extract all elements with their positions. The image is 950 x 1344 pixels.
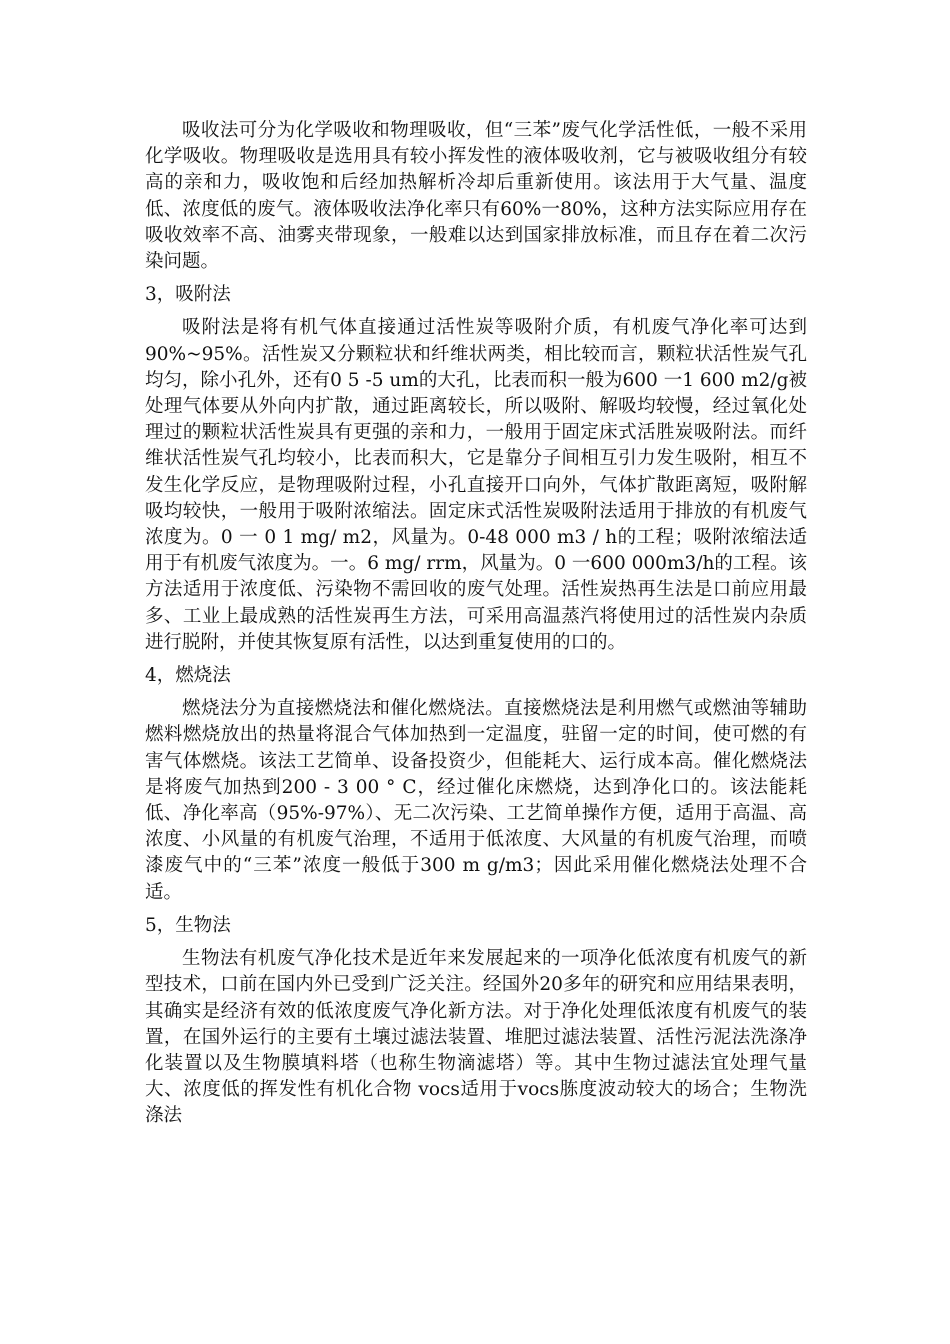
section-heading-biological: 5，生物法 <box>145 914 231 936</box>
section-heading-adsorption: 3，吸附法 <box>145 284 231 306</box>
paragraph-adsorption: 吸附法是将有机气体直接通过活性炭等吸附介质，有机废气净化率可达到90%~95%。活性炭又分颗粒状和纤维状两类，相比较而言，颗粒状活性炭气孔均匀，除小孔外，还有0 5 -5 um的大孔，比表而积一般为600 一1 600 m2/g被处理气体要从外向内扩散，通过距离较长，所以吸附、解吸均较慢，经过氧化处理过的颗粒状活性炭具有更强的亲和力，一般用于固定床式活胜炭吸附法。而纤维状活性炭气孔均较小，比表而积大，它是靠分子间相互引力发生吸附，相互不发生化学反应，是物理吸附过程，小孔直接开口向外，气体扩散距离短，吸附解吸均较快，一般用于吸附浓缩法。固定床式活性炭吸附法适用于排放的有机废气浓度为。0 一 0 1 mg/ m2，风量为。0-48 000 m3 / h的工程；吸附浓缩法适用于有机废气浓度为。一。6 mg/ rrm，风量为。0 一600 000m3/h的工程。该方法适用于浓度低、污染物不需回收的废气处理。活性炭热再生法是口前应用最多、工业上最成熟的活性炭再生方法，可采用高温蒸汽将使用过的活性炭内杂质进行脱附，并使其恢复原有活性，以达到重复使用的口的。 <box>145 317 807 653</box>
section-heading-combustion: 4，燃烧法 <box>145 665 231 687</box>
document-body <box>145 118 807 1130</box>
paragraph-combustion: 燃烧法分为直接燃烧法和催化燃烧法。直接燃烧法是利用燃气或燃油等辅助燃料燃烧放出的热量将混合气体加热到一定温度，驻留一定的时间，使可燃的有害气体燃烧。该法工艺简单、设备投资少，但能耗大、运行成本高。催化燃烧法是将废气加热到200 - 3 00 ° C，经过催化床燃烧，达到净化口的。该法能耗低、净化率高（95%-97%）、无二次污染、工艺简单操作方便，适用于高温、高浓度、小风量的有机废气治理，不适用于低浓度、大风量的有机废气治理，而喷漆废气中的“三苯”浓度一般低于300 m g/m3；因此采用催化燃烧法处理不合适。 <box>145 698 807 903</box>
paragraph-biological: 生物法有机废气净化技术是近年来发展起来的一项净化低浓度有机废气的新型技术，口前在国内外已受到广泛关注。经国外20多年的研究和应用结果表明，其确实是经济有效的低浓度废气净化新方法。对于净化处理低浓度有机废气的装置，在国外运行的主要有土壤过滤法装置、堆肥过滤法装置、活性污泥法洗涤净化装置以及生物膜填料塔（也称生物滴滤塔）等。其中生物过滤法宜处理气量大、浓度低的挥发性有机化合物 vocs适用于vocs胨度波动较大的场合；生物洗涤法 <box>145 948 807 1127</box>
paragraph-absorption: 吸收法可分为化学吸收和物理吸收，但“三苯”废气化学活性低，一般不采用化学吸收。物理吸收是选用具有较小挥发性的液体吸收剂，它与被吸收组分有较高的亲和力，吸收饱和后经加热解析冷却后重新使用。该法用于大气量、温度低、浓度低的废气。液体吸收法净化率只有60%一80%，这种方法实际应用存在吸收效率不高、油雾夹带现象，一般难以达到国家排放标准，而且存在着二次污染问题。 <box>145 120 807 273</box>
